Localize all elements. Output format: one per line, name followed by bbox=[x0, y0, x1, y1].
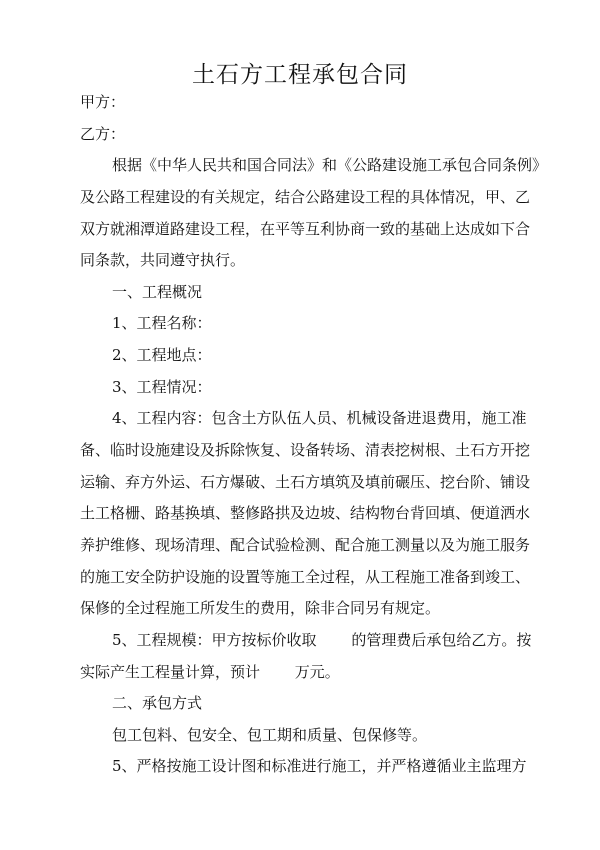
document-line: 乙方： bbox=[80, 124, 126, 143]
document-line: 双方就湘潭道路建设工程，在平等互利协商一致的基础上达成如下合 bbox=[80, 219, 531, 238]
document-body bbox=[80, 87, 548, 783]
document-line: 一、工程概况 bbox=[112, 282, 203, 301]
document-title: 土石方工程承包合同 bbox=[192, 62, 408, 88]
document-line: 3、工程情况： bbox=[112, 377, 212, 396]
document-line: 同条款，共同遵守执行。 bbox=[80, 251, 246, 270]
document-line: 5、工程规模：甲方按标价收取 的管理费后承包给乙方。按 bbox=[112, 630, 532, 649]
document-line: 2、工程地点： bbox=[112, 346, 212, 365]
document-line: 保修的全过程施工所发生的费用，除非合同另有规定。 bbox=[80, 599, 441, 618]
document-line: 的施工安全防护设施的设置等施工全过程，从工程施工准备到竣工、 bbox=[80, 567, 531, 586]
document-line: 甲方： bbox=[80, 93, 126, 111]
document-line: 包工包料、包安全、包工期和质量、包保修等。 bbox=[112, 725, 428, 744]
document-line: 土工格栅、路基换填、整修路拱及边坡、结构物台背回填、便道洒水 bbox=[80, 504, 531, 523]
document-line: 养护维修、现场清理、配合试验检测、配合施工测量以及为施工服务 bbox=[80, 535, 531, 554]
document-line: 根据《中华人民共和国合同法》和《公路建设施工承包合同条例》 bbox=[112, 156, 548, 175]
document-line: 4、工程内容：包含土方队伍人员、机械设备进退费用，施工准 bbox=[112, 409, 527, 428]
document-line: 及公路工程建设的有关规定，结合公路建设工程的具体情况，甲、乙 bbox=[80, 187, 531, 206]
document-line: 二、承包方式 bbox=[112, 694, 203, 713]
document-line: 1、工程名称： bbox=[112, 314, 212, 333]
document-line: 运输、弃方外运、石方爆破、土石方填筑及填前碾压、挖台阶、铺设 bbox=[80, 472, 531, 491]
document-line: 5、严格按施工设计图和标准进行施工，并严格遵循业主监理方 bbox=[112, 757, 527, 776]
document-line: 实际产生工程量计算，预计 万元。 bbox=[80, 662, 340, 681]
document-line: 备、临时设施建设及拆除恢复、设备转场、清表挖树根、土石方开挖 bbox=[80, 441, 531, 460]
